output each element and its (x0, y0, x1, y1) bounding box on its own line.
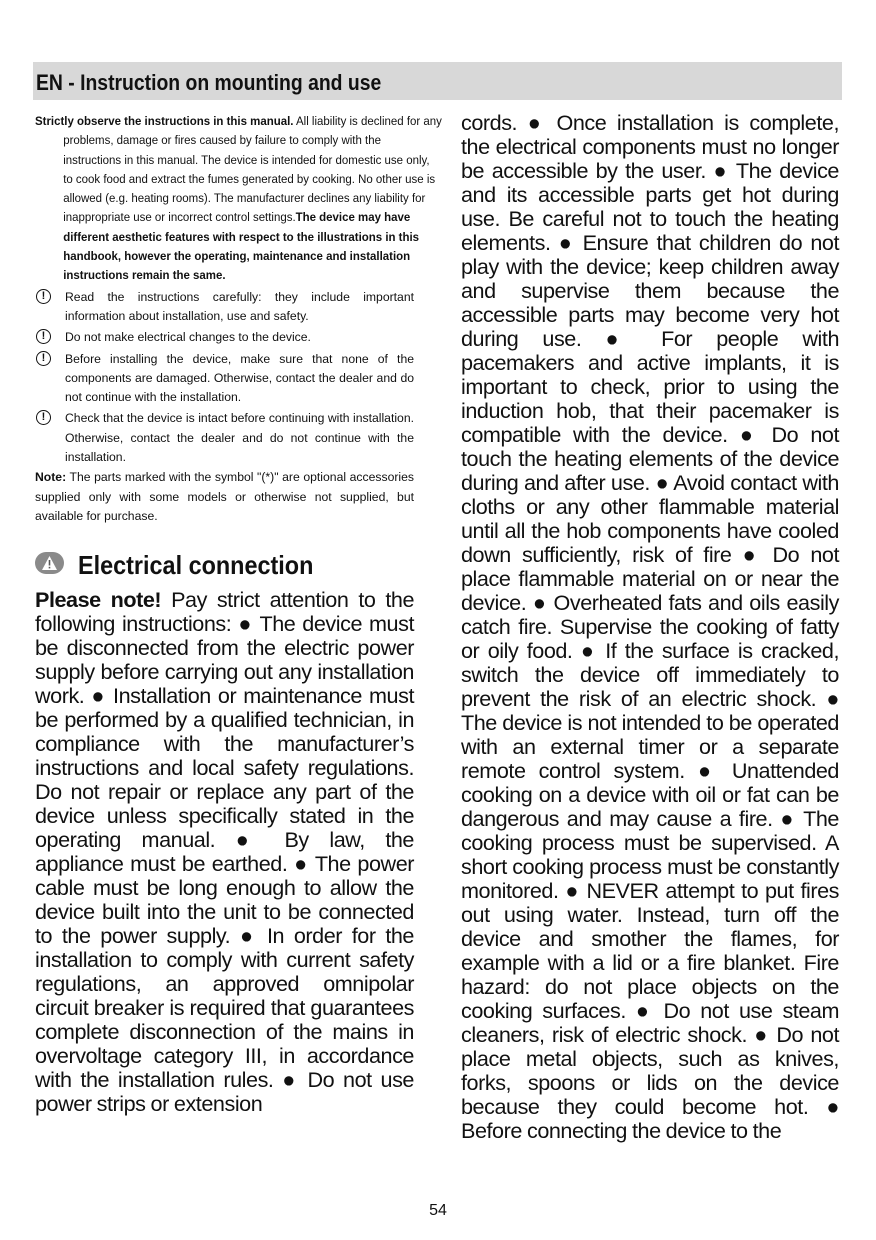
electrical-section-heading (35, 552, 414, 588)
warning-item (35, 409, 414, 467)
electrical-body-right: cords. ● Once installation is complete, the electrical components must no longer be accessible by the user. ● The device and its accessible parts get hot during use. Be careful not to touch the heating elements. ● Ensure that children do not play with the device; keep children away and supervise them because the accessible parts may become very hot during use. ● For people with pacemakers and active implants, it is important to check, prior to using the induction hob, that their pacemaker is compatible with the device. ● Do not touch the heating elements of the device during and after use. ● Avoid contact with cloths or any other flammable material until all the hob components have cooled down sufficiently, risk of fire ● Do not place flammable material on or near the device. ● Overheated fats and oils easily catch fire. Supervise the cooking of fatty or oily food. ● If the surface is cracked, switch the device off immediately to prevent the risk of an electric shock. ● The device is not intended to be operated with an external timer or a separate remote control system. ● Unattended cooking on a device with oil or fat can be dangerous and may cause a fire. ● The cooking process must be supervised. A short cooking process must be constantly monitored. ● NEVER attempt to put fires out using water. Instead, turn off the device and smother the flames, for example with a lid or a fire blanket. Fire hazard: do not place objects on the cooking surfaces. ● Do not use steam cleaners, risk of electric shock. ● Do not place metal objects, such as knives, forks, spoons or lids on the device because they could become hot. ● Before connecting the device to the (461, 110, 839, 1143)
note-label: Note: (35, 470, 67, 485)
warning-text: Read the instructions carefully: they include important information about installation, use and safety. (65, 289, 414, 323)
warning-text: Before installing the device, make sure that none of the components are damaged. Otherwise, contact the dealer and do not continue with the installation. (65, 351, 414, 405)
exclamation-circle-icon: ! (36, 410, 51, 425)
electrical-text-left: Pay strict attention to the following instructions: ● The device must be disconnected from the electric power supply before carrying out any installation work. ● Installation or maintenance must be performed by a qualified technician, in compliance with the manufacturer’s instructions and local safety regulations. Do not repair or replace any part of the device unless specifically stated in the operating manual. ● By law, the appliance must be earthed. ● The power cable must be long enough to allow the device built into the unit to be connected to the power supply. ● In order for the installation to comply with current safety regulations, an approved omnipolar circuit breaker is required that guarantees complete disconnection of the mains in overvoltage category III, in accordance with the installation rules. ● Do not use power strips or extension (35, 587, 415, 1117)
note-paragraph (35, 468, 414, 526)
section-header-bar (33, 62, 842, 100)
intro-text: All liability is declined for any problems, damage or fires caused by failure to comply with the instructions in this manual. The device is intended for domestic use only, to cook food and extract the fumes generated by cooking. No other use is allowed (e.g. heating rooms). The manufacturer declines any liability for inappropriate use or incorrect control settings. (63, 114, 442, 225)
exclamation-circle-icon: ! (36, 289, 51, 304)
section-title: Electrical connection (78, 550, 314, 581)
intro-tail: The device may have different aesthetic features with respect to the illustrations in this handbook, however the operating, maintenance and installation instructions remain the same. (63, 210, 420, 283)
page-number: 54 (429, 1202, 447, 1219)
exclamation-circle-icon: ! (36, 329, 51, 344)
intro-paragraph (35, 112, 442, 286)
left-column (35, 112, 442, 1117)
exclamation-circle-icon: ! (36, 351, 51, 366)
warning-text: Check that the device is intact before continuing with installation. Otherwise, contact the dealer and do not continue with the installation. (65, 411, 414, 465)
note-text: The parts marked with the symbol "(*)" are optional accessories supplied only with some models or otherwise not supplied, but available for purchase. (35, 470, 414, 523)
warning-text: Do not make electrical changes to the device. (65, 330, 311, 345)
warning-item (35, 328, 414, 347)
please-note-label: Please note! (35, 587, 162, 613)
warning-triangle-icon (35, 552, 64, 574)
warning-item (35, 288, 414, 327)
intro-lead: Strictly observe the instructions in this manual. (35, 114, 294, 128)
warning-item (35, 350, 414, 408)
page-title: EN - Instruction on mounting and use (36, 70, 382, 95)
right-column (461, 112, 839, 1143)
electrical-body-left (35, 588, 414, 1116)
